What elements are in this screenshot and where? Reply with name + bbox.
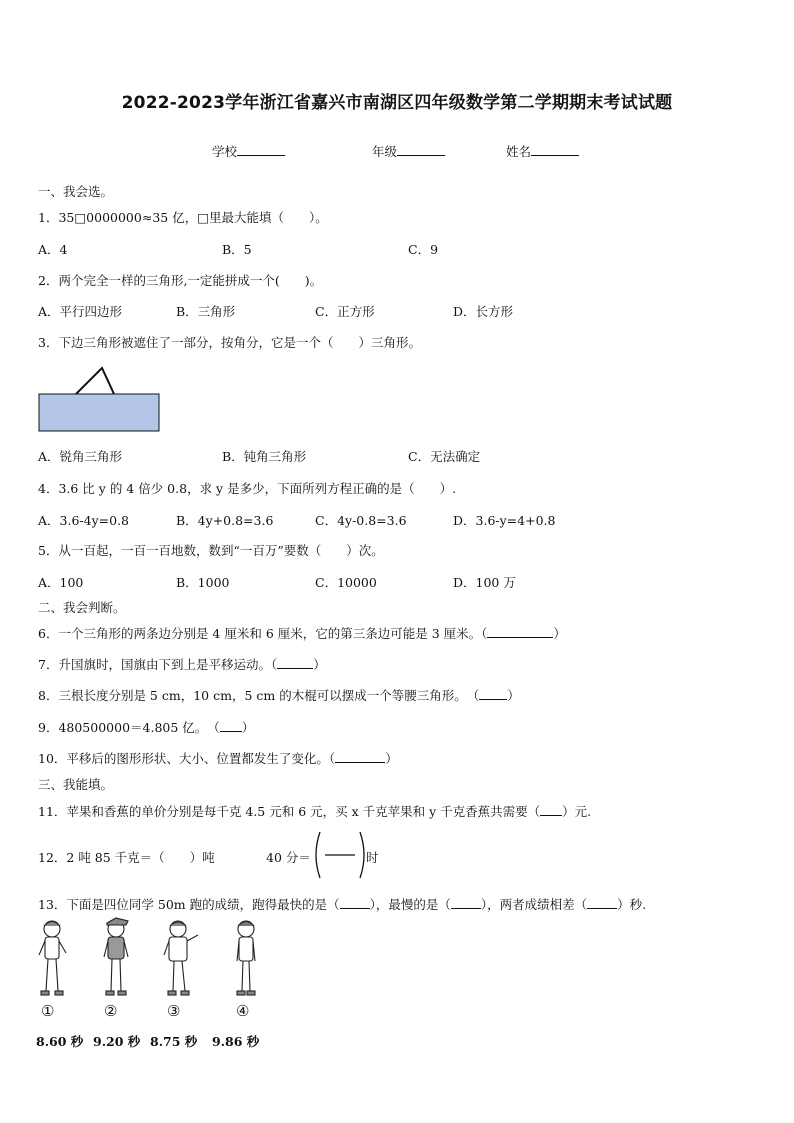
q10-stem: 10．平移后的图形形状、大小、位置都发生了变化。 bbox=[38, 751, 329, 766]
section-1-heading: 一、我会选。 bbox=[38, 184, 114, 199]
q3-stem: 3．下边三角形被遮住了一部分，按角分，它是一个（ ）三角形。 bbox=[38, 335, 421, 350]
grade-field[interactable] bbox=[372, 142, 445, 160]
q9-stem: 9．480500000＝4.805 亿。 （ bbox=[38, 720, 220, 735]
school-label: 学校 bbox=[212, 144, 238, 159]
q10-close: ） bbox=[385, 751, 398, 766]
q11-close: ）元. bbox=[562, 804, 592, 819]
q12-part2-label: 40 分＝ bbox=[266, 850, 311, 865]
q6-stem: 6．一个三角形的两条边分别是 4 厘米和 6 厘米，它的第三条边可能是 3 厘米。 bbox=[38, 626, 482, 641]
q3-option-a[interactable]: A．锐角三角形 bbox=[38, 449, 123, 464]
q9-answer-blank[interactable] bbox=[220, 731, 242, 732]
q13-blank-difference[interactable] bbox=[587, 908, 617, 909]
q4-option-d[interactable]: D．3.6-y=4+0.8 bbox=[453, 513, 556, 528]
q2-option-c[interactable]: C．正方形 bbox=[315, 304, 375, 319]
q13-stem: 13．下面是四位同学 50m 跑的成绩，跑得最快的是（ bbox=[38, 897, 340, 912]
q1-option-a[interactable]: A．4 bbox=[38, 242, 68, 257]
runner-3-figure bbox=[164, 921, 198, 995]
name-field[interactable] bbox=[506, 142, 579, 160]
q6-close: ） bbox=[553, 626, 566, 641]
q10 bbox=[38, 749, 398, 767]
q13-blank-slowest[interactable] bbox=[451, 908, 481, 909]
runner-2-label: ② bbox=[104, 1002, 118, 1020]
covered-triangle-figure bbox=[36, 360, 166, 434]
q4-option-c[interactable]: C．4y-0.8=3.6 bbox=[315, 513, 407, 528]
q5-option-c[interactable]: C．10000 bbox=[315, 575, 377, 590]
q5-option-d[interactable]: D．100 万 bbox=[453, 575, 516, 590]
school-field[interactable] bbox=[212, 142, 285, 160]
runners-illustration bbox=[30, 915, 280, 1003]
runner-2-time: 9.20 秒 bbox=[93, 1034, 141, 1049]
runner-4-label: ④ bbox=[236, 1002, 250, 1020]
runner-2-figure bbox=[104, 918, 128, 995]
runner-4-time: 9.86 秒 bbox=[212, 1034, 260, 1049]
q10-open: （ bbox=[328, 751, 336, 766]
q13-mid2: ），两者成绩相差（ bbox=[480, 897, 588, 912]
q12-part1: 12．2 吨 85 千克＝（ ）吨 bbox=[38, 850, 215, 865]
q5-option-b[interactable]: B．1000 bbox=[176, 575, 230, 590]
q8 bbox=[38, 686, 520, 704]
triangle-top bbox=[76, 368, 114, 394]
q2-stem: 2．两个完全一样的三角形,一定能拼成一个( )。 bbox=[38, 273, 323, 288]
q1-option-b[interactable]: B．5 bbox=[222, 242, 252, 257]
section-3-heading: 三、我能填。 bbox=[38, 777, 114, 792]
q3-option-b[interactable]: B．钝角三角形 bbox=[222, 449, 307, 464]
q6 bbox=[38, 624, 566, 642]
q13-blank-fastest[interactable] bbox=[340, 908, 370, 909]
q12-unit: 时 bbox=[366, 850, 379, 865]
runner-1-figure bbox=[39, 921, 66, 995]
q10-answer-blank[interactable] bbox=[335, 762, 385, 763]
q6-answer-blank[interactable] bbox=[487, 637, 553, 638]
fraction-blank[interactable] bbox=[312, 830, 368, 880]
q4-option-b[interactable]: B．4y+0.8=3.6 bbox=[176, 513, 274, 528]
runner-3-time: 8.75 秒 bbox=[150, 1034, 198, 1049]
runner-4-figure bbox=[237, 921, 255, 995]
q2-option-b[interactable]: B．三角形 bbox=[176, 304, 236, 319]
q7-answer-blank[interactable] bbox=[277, 668, 313, 669]
q9-close: ） bbox=[241, 720, 255, 735]
q8-answer-blank[interactable] bbox=[479, 699, 507, 700]
q8-stem: 8．三根长度分别是 5 cm，10 cm，5 cm 的木棍可以摆成一个等腰三角形。 （ bbox=[38, 688, 480, 703]
runner-1-label: ① bbox=[41, 1002, 55, 1020]
runner-3-label: ③ bbox=[167, 1002, 181, 1020]
grade-label: 年级 bbox=[372, 144, 398, 159]
q6-open: （ bbox=[481, 626, 488, 641]
q1-option-c[interactable]: C．9 bbox=[408, 242, 439, 257]
q7 bbox=[38, 655, 326, 673]
section-2-heading: 二、我会判断。 bbox=[38, 600, 126, 615]
runner-1-time: 8.60 秒 bbox=[36, 1034, 84, 1049]
q5-stem: 5．从一百起，一百一百地数，数到“一百万”要数（ ）次。 bbox=[38, 543, 384, 558]
cover-rectangle bbox=[39, 394, 159, 431]
q4-option-a[interactable]: A．3.6-4y=0.8 bbox=[38, 513, 129, 528]
q5-option-a[interactable]: A．100 bbox=[38, 575, 84, 590]
q13-end: ）秒. bbox=[617, 897, 647, 912]
q13-mid1: ），最慢的是（ bbox=[369, 897, 451, 912]
page-title: 2022-2023学年浙江省嘉兴市南湖区四年级数学第二学期期末考试试题 bbox=[121, 93, 673, 113]
q3-option-c[interactable]: C．无法确定 bbox=[408, 449, 481, 464]
q7-open: （ bbox=[270, 657, 278, 672]
q7-close: ） bbox=[313, 657, 326, 672]
q11-stem: 11．苹果和香蕉的单价分别是每千克 4.5 元和 6 元，买 x 千克苹果和 y 千克香蕉共需要（ bbox=[38, 804, 541, 819]
q2-option-d[interactable]: D．长方形 bbox=[453, 304, 514, 319]
q11-answer-blank[interactable] bbox=[540, 815, 562, 816]
name-label: 姓名 bbox=[506, 144, 532, 159]
q8-close: ） bbox=[507, 688, 520, 703]
q1-stem: 1．35□0000000≈35 亿，□里最大能填（ ）。 bbox=[38, 210, 328, 225]
q9 bbox=[38, 718, 254, 736]
q2-option-a[interactable]: A．平行四边形 bbox=[38, 304, 123, 319]
q13 bbox=[38, 895, 646, 913]
q4-stem: 4．3.6 比 y 的 4 倍少 0.8，求 y 是多少，下面所列方程正确的是（ ）. bbox=[38, 481, 457, 496]
q11 bbox=[38, 802, 591, 820]
q7-stem: 7．升国旗时，国旗由下到上是平移运动。 bbox=[38, 657, 271, 672]
